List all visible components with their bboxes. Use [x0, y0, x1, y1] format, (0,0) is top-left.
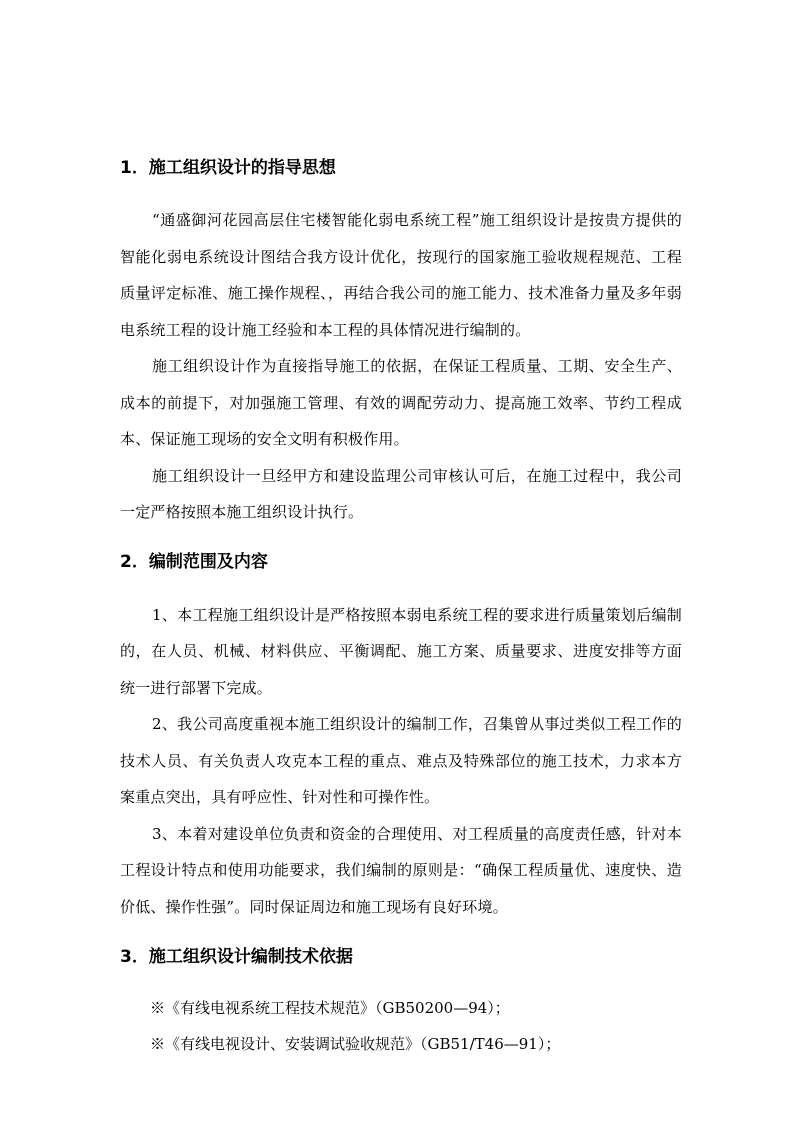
section-2-paragraph-1: 1、本工程施工组织设计是严格按照本弱电系统工程的要求进行质量策划后编制的，在人员、机械、材料供应、平衡调配、施工方案、质量要求、进度安排等方面统一进行部署下完成。: [120, 605, 682, 697]
document-content: [120, 155, 682, 1062]
section-2-body: [120, 597, 682, 926]
reference-item-1: ※《有线电视系统工程技术规范》（GB50200—94）；: [150, 999, 510, 1017]
section-3-heading: 3．施工组织设计编制技术依据: [120, 947, 353, 967]
section-2-paragraph-2: 2、我公司高度重视本施工组织设计的编制工作，召集曾从事过类似工程工作的技术人员、有关负责人攻克本工程的重点、难点及特殊部位的施工技术，力求本方案重点突出，具有呼应性、针对性和可操作性。: [120, 715, 682, 806]
section-1-body: [120, 202, 682, 531]
section-1-paragraph-3: 施工组织设计一旦经甲方和建设监理公司审核认可后，在施工过程中，我公司一定严格按照本施工组织设计执行。: [120, 466, 682, 521]
section-1-paragraph-2: 施工组织设计作为直接指导施工的依据，在保证工程质量、工期、安全生产、成本的前提下，对加强施工管理、有效的调配劳动力、提高施工效率、节约工程成本、保证施工现场的安全文明有积极作用。: [120, 357, 682, 448]
section-2-heading: 2．编制范围及内容: [120, 551, 268, 572]
reference-item-2: ※《有线电视设计、安装调试验收规范》（GB51/T46—91）；: [150, 1035, 561, 1053]
section-3-body: [120, 990, 682, 1062]
section-2-paragraph-3: 3、本着对建设单位负责和资金的合理使用、对工程质量的高度责任感，针对本工程设计特点和使用功能要求，我们编制的原则是：“确保工程质量优、速度快、造价低、操作性强”。同时保证周边和施工现场有良好环境。: [120, 824, 682, 916]
section-1-heading: 1．施工组织设计的指导思想: [120, 158, 336, 178]
section-1-paragraph-1: “通盛御河花园高层住宅楼智能化弱电系统工程”施工组织设计是按贵方提供的智能化弱电系统设计图结合我方设计优化，按现行的国家施工验收规程规范、工程质量评定标准、施工操作规程、，再结合我公司的施工能力、技术准备力量及多年弱电系统工程的设计施工经验和本工程的具体情况进行编制的。: [120, 211, 682, 339]
